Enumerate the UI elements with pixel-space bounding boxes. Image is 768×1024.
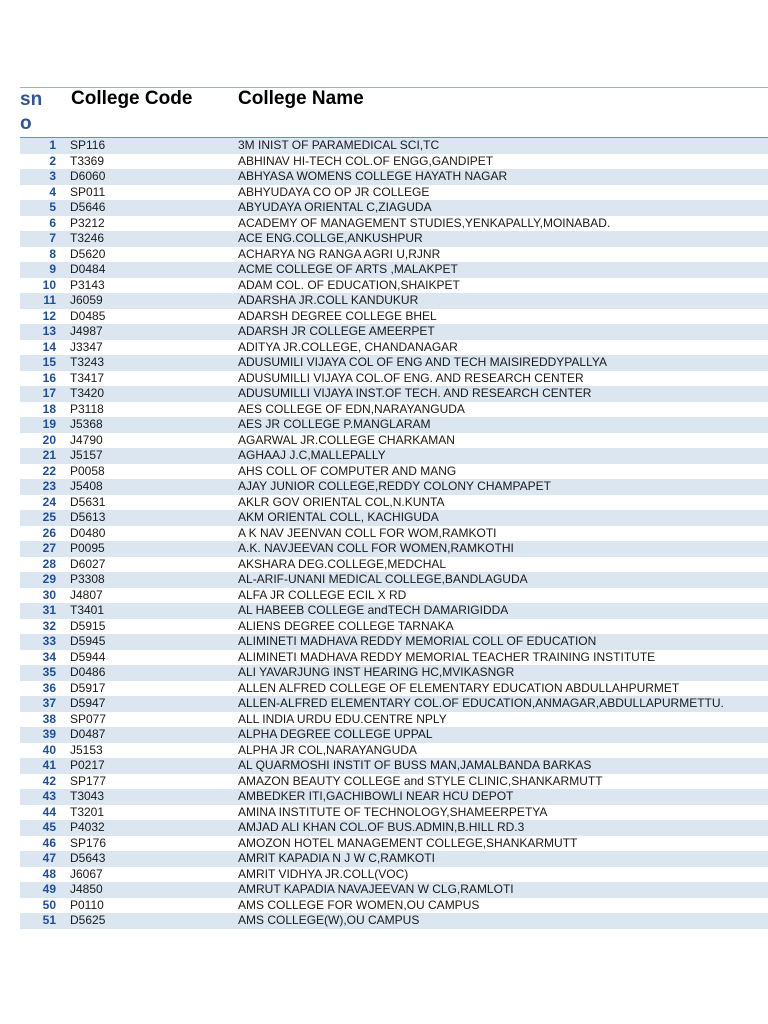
cell-college-code: J5408 bbox=[70, 479, 103, 493]
cell-college-code: P4032 bbox=[70, 820, 105, 834]
cell-sno: 38 bbox=[42, 711, 56, 726]
cell-college-code: J4987 bbox=[70, 324, 103, 338]
cell-college-code: J3347 bbox=[70, 339, 103, 354]
cell-college-name: 3M INIST OF PARAMEDICAL SCI,TC bbox=[238, 138, 440, 152]
cell-college-name: AMJAD ALI KHAN COL.OF BUS.ADMIN,B.HILL RD.3 bbox=[238, 820, 525, 834]
table-row bbox=[20, 402, 768, 418]
cell-college-code: T3243 bbox=[70, 355, 105, 369]
table-row bbox=[20, 789, 768, 805]
cell-college-code: J4850 bbox=[70, 882, 103, 896]
cell-sno: 21 bbox=[42, 448, 56, 462]
header-sno: sno bbox=[20, 89, 43, 134]
header-college-name: College Name bbox=[238, 88, 364, 109]
cell-college-code: D5915 bbox=[70, 618, 106, 633]
table-row bbox=[20, 619, 768, 635]
cell-college-code: D5631 bbox=[70, 494, 106, 509]
cell-college-code: T3246 bbox=[70, 231, 105, 245]
table-row bbox=[20, 712, 768, 728]
cell-college-code: D5944 bbox=[70, 649, 106, 664]
cell-sno: 11 bbox=[43, 293, 56, 307]
cell-college-name: AMINA INSTITUTE OF TECHNOLOGY,SHAMEERPETYA bbox=[238, 804, 548, 819]
cell-sno: 26 bbox=[42, 525, 56, 540]
cell-college-code: SP177 bbox=[70, 773, 107, 788]
cell-sno: 9 bbox=[49, 262, 56, 276]
cell-sno: 13 bbox=[42, 324, 56, 338]
table-row bbox=[20, 247, 768, 263]
cell-college-code: J4807 bbox=[70, 587, 103, 602]
cell-college-name: ADUSUMILLI VIJAYA COL.OF ENG. AND RESEARCH CENTER bbox=[238, 370, 584, 385]
cell-college-code: J5368 bbox=[70, 417, 103, 431]
cell-sno: 22 bbox=[42, 463, 56, 478]
table-row bbox=[20, 464, 768, 480]
cell-college-name: AMS COLLEGE FOR WOMEN,OU CAMPUS bbox=[238, 897, 480, 912]
cell-sno: 41 bbox=[42, 758, 56, 772]
cell-college-name: ACE ENG.COLLGE,ANKUSHPUR bbox=[238, 231, 423, 245]
cell-college-code: D6027 bbox=[70, 556, 106, 571]
cell-sno: 17 bbox=[42, 386, 56, 400]
cell-sno: 40 bbox=[42, 742, 56, 757]
cell-sno: 39 bbox=[42, 727, 56, 741]
header-college-code: College Code bbox=[71, 88, 193, 109]
cell-college-name: AMBEDKER ITI,GACHIBOWLI NEAR HCU DEPOT bbox=[238, 789, 514, 803]
cell-college-name: AHS COLL OF COMPUTER AND MANG bbox=[238, 463, 457, 478]
cell-sno: 34 bbox=[42, 649, 56, 664]
cell-college-name: ABHINAV HI-TECH COL.OF ENGG,GANDIPET bbox=[238, 153, 494, 168]
cell-college-name: AMS COLLEGE(W),OU CAMPUS bbox=[238, 913, 420, 927]
cell-college-name: ADARSHA JR.COLL KANDUKUR bbox=[238, 293, 419, 307]
cell-sno: 10 bbox=[42, 277, 56, 292]
cell-college-name: AMOZON HOTEL MANAGEMENT COLLEGE,SHANKARMUTT bbox=[238, 835, 578, 850]
cell-sno: 6 bbox=[49, 215, 56, 230]
cell-sno: 1 bbox=[49, 138, 56, 152]
cell-sno: 29 bbox=[42, 572, 56, 586]
cell-college-code: T3369 bbox=[70, 153, 105, 168]
cell-college-code: P3118 bbox=[70, 401, 104, 416]
cell-college-code: D5643 bbox=[70, 851, 106, 865]
cell-college-name: ACADEMY OF MANAGEMENT STUDIES,YENKAPALLY,MOINABAD. bbox=[238, 215, 611, 230]
table-row bbox=[20, 154, 768, 170]
cell-college-name: AMAZON BEAUTY COLLEGE and STYLE CLINIC,SHANKARMUTT bbox=[238, 773, 603, 788]
cell-college-code: P0058 bbox=[70, 463, 105, 478]
cell-college-code: T3417 bbox=[70, 370, 105, 385]
table-row bbox=[20, 185, 768, 201]
cell-college-name: AL HABEEB COLLEGE andTECH DAMARIGIDDA bbox=[238, 603, 509, 617]
table-row bbox=[20, 774, 768, 790]
cell-college-name: A K NAV JEENVAN COLL FOR WOM,RAMKOTI bbox=[238, 525, 497, 540]
table-row bbox=[20, 262, 768, 278]
cell-sno: 7 bbox=[49, 231, 56, 245]
cell-sno: 48 bbox=[42, 866, 56, 881]
cell-college-code: P3212 bbox=[70, 215, 105, 230]
table-row bbox=[20, 572, 768, 588]
table-row bbox=[20, 138, 768, 154]
cell-college-code: D0484 bbox=[70, 262, 106, 276]
cell-sno: 36 bbox=[42, 680, 56, 695]
cell-college-code: D5947 bbox=[70, 696, 106, 710]
cell-college-code: D5620 bbox=[70, 246, 106, 261]
table-row bbox=[20, 836, 768, 852]
cell-college-code: SP077 bbox=[70, 711, 107, 726]
table-row bbox=[20, 913, 768, 929]
cell-sno: 47 bbox=[42, 851, 56, 865]
cell-sno: 24 bbox=[42, 494, 56, 509]
cell-college-name: AES COLLEGE OF EDN,NARAYANGUDA bbox=[238, 401, 465, 416]
table-row bbox=[20, 743, 768, 759]
table-row bbox=[20, 293, 768, 309]
cell-college-name: AMRIT VIDHYA JR.COLL(VOC) bbox=[238, 866, 409, 881]
cell-sno: 46 bbox=[42, 835, 56, 850]
cell-sno: 8 bbox=[49, 246, 56, 261]
cell-college-name: ADUSUMILI VIJAYA COL OF ENG AND TECH MAISIREDDYPALLYA bbox=[238, 355, 607, 369]
table-row bbox=[20, 820, 768, 836]
cell-sno: 18 bbox=[42, 401, 56, 416]
cell-sno: 28 bbox=[42, 556, 56, 571]
table-row bbox=[20, 448, 768, 464]
cell-college-code: J6059 bbox=[70, 293, 103, 307]
college-table-body bbox=[20, 138, 768, 929]
cell-sno: 44 bbox=[42, 804, 56, 819]
table-row bbox=[20, 851, 768, 867]
cell-sno: 30 bbox=[42, 587, 56, 602]
table-row bbox=[20, 603, 768, 619]
cell-college-name: ALI YAVARJUNG INST HEARING HC,MVIKASNGR bbox=[238, 665, 515, 679]
table-row bbox=[20, 588, 768, 604]
cell-college-code: T3201 bbox=[70, 804, 105, 819]
cell-sno: 12 bbox=[42, 308, 56, 323]
cell-sno: 31 bbox=[42, 603, 56, 617]
cell-college-code: D5917 bbox=[70, 680, 106, 695]
cell-college-name: AMRIT KAPADIA N J W C,RAMKOTI bbox=[238, 851, 435, 865]
cell-college-code: T3401 bbox=[70, 603, 105, 617]
cell-college-name: ALL INDIA URDU EDU.CENTRE NPLY bbox=[238, 711, 447, 726]
table-row bbox=[20, 510, 768, 526]
cell-college-code: SP011 bbox=[70, 184, 106, 199]
cell-college-code: T3043 bbox=[70, 789, 105, 803]
table-row bbox=[20, 340, 768, 356]
cell-college-name: AMRUT KAPADIA NAVAJEEVAN W CLG,RAMLOTI bbox=[238, 882, 514, 896]
cell-college-code: J5153 bbox=[70, 742, 103, 757]
cell-sno: 5 bbox=[49, 200, 56, 214]
table-row bbox=[20, 309, 768, 325]
cell-college-name: ALIMINETI MADHAVA REDDY MEMORIAL TEACHER TRAINING INSTITUTE bbox=[238, 649, 656, 664]
table-row bbox=[20, 371, 768, 387]
cell-sno: 37 bbox=[42, 696, 56, 710]
cell-college-name: AL QUARMOSHI INSTIT OF BUSS MAN,JAMALBANDA BARKAS bbox=[238, 758, 592, 772]
cell-college-name: AGARWAL JR.COLLEGE CHARKAMAN bbox=[238, 432, 455, 447]
cell-college-name: ADARSH DEGREE COLLEGE BHEL bbox=[238, 308, 437, 323]
table-row bbox=[20, 898, 768, 914]
table-row bbox=[20, 665, 768, 681]
cell-sno: 49 bbox=[42, 882, 56, 896]
table-row bbox=[20, 200, 768, 216]
table-row bbox=[20, 169, 768, 185]
cell-college-name: ABHYUDAYA CO OP JR COLLEGE bbox=[238, 184, 430, 199]
cell-college-name: ALIENS DEGREE COLLEGE TARNAKA bbox=[238, 618, 454, 633]
cell-college-code: P3143 bbox=[70, 277, 105, 292]
table-row bbox=[20, 696, 768, 712]
cell-sno: 32 bbox=[42, 618, 56, 633]
cell-sno: 51 bbox=[42, 913, 56, 927]
cell-college-name: AGHAAJ J.C,MALLEPALLY bbox=[238, 448, 386, 462]
cell-college-name: ADAM COL. OF EDUCATION,SHAIKPET bbox=[238, 277, 460, 292]
cell-college-name: ABYUDAYA ORIENTAL C,ZIAGUDA bbox=[238, 200, 432, 214]
table-row bbox=[20, 526, 768, 542]
table-row bbox=[20, 805, 768, 821]
cell-college-code: D5625 bbox=[70, 913, 106, 927]
cell-college-name: ADUSUMILLI VIJAYA INST.OF TECH. AND RESEARCH CENTER bbox=[238, 386, 592, 400]
cell-college-code: D6060 bbox=[70, 169, 106, 183]
cell-college-name: ACME COLLEGE OF ARTS ,MALAKPET bbox=[238, 262, 458, 276]
cell-college-name: ALLEN ALFRED COLLEGE OF ELEMENTARY EDUCATION ABDULLAHPURMET bbox=[238, 680, 680, 695]
cell-college-code: J5157 bbox=[70, 448, 103, 462]
cell-college-code: P0095 bbox=[70, 541, 105, 555]
cell-college-code: SP176 bbox=[70, 835, 107, 850]
cell-sno: 42 bbox=[42, 773, 56, 788]
table-row bbox=[20, 433, 768, 449]
table-row bbox=[20, 386, 768, 402]
table-row bbox=[20, 324, 768, 340]
table-row bbox=[20, 278, 768, 294]
cell-sno: 4 bbox=[49, 184, 56, 199]
cell-college-name: AKM ORIENTAL COLL, KACHIGUDA bbox=[238, 510, 439, 524]
cell-college-code: J6067 bbox=[70, 866, 103, 881]
table-row bbox=[20, 727, 768, 743]
cell-college-name: ABHYASA WOMENS COLLEGE HAYATH NAGAR bbox=[238, 169, 508, 183]
cell-college-name: ACHARYA NG RANGA AGRI U,RJNR bbox=[238, 246, 441, 261]
table-row bbox=[20, 216, 768, 232]
cell-sno: 15 bbox=[42, 355, 56, 369]
table-row bbox=[20, 882, 768, 898]
cell-college-code: D0486 bbox=[70, 665, 106, 679]
cell-college-code: P0217 bbox=[70, 758, 105, 772]
cell-college-name: AL-ARIF-UNANI MEDICAL COLLEGE,BANDLAGUDA bbox=[238, 572, 528, 586]
table-row bbox=[20, 417, 768, 433]
cell-college-name: ADITYA JR.COLLEGE, CHANDANAGAR bbox=[238, 339, 458, 354]
cell-college-name: AES JR COLLEGE P.MANGLARAM bbox=[238, 417, 431, 431]
cell-sno: 2 bbox=[49, 153, 56, 168]
cell-sno: 20 bbox=[42, 432, 56, 447]
cell-college-name: ADARSH JR COLLEGE AMEERPET bbox=[238, 324, 435, 338]
table-row bbox=[20, 541, 768, 557]
table-row bbox=[20, 231, 768, 247]
cell-college-code: D5613 bbox=[70, 510, 106, 524]
table-row bbox=[20, 758, 768, 774]
cell-college-code: P0110 bbox=[70, 897, 104, 912]
cell-college-name: AKSHARA DEG.COLLEGE,MEDCHAL bbox=[238, 556, 447, 571]
cell-college-code: P3308 bbox=[70, 572, 105, 586]
cell-college-name: ALPHA JR COL,NARAYANGUDA bbox=[238, 742, 417, 757]
cell-college-name: ALLEN-ALFRED ELEMENTARY COL.OF EDUCATION,ANMAGAR,ABDULLAPURMETTU. bbox=[238, 696, 724, 710]
table-row bbox=[20, 479, 768, 495]
cell-college-name: ALPHA DEGREE COLLEGE UPPAL bbox=[238, 727, 433, 741]
table-row bbox=[20, 557, 768, 573]
cell-college-name: A.K. NAVJEEVAN COLL FOR WOMEN,RAMKOTHI bbox=[238, 541, 514, 555]
cell-sno: 3 bbox=[49, 169, 56, 183]
cell-college-code: D0487 bbox=[70, 727, 106, 741]
cell-college-code: D5646 bbox=[70, 200, 106, 214]
cell-sno: 25 bbox=[42, 510, 56, 524]
cell-college-code: D0480 bbox=[70, 525, 106, 540]
table-row bbox=[20, 681, 768, 697]
cell-college-name: ALFA JR COLLEGE ECIL X RD bbox=[238, 587, 407, 602]
cell-college-code: J4790 bbox=[70, 432, 103, 447]
cell-sno: 43 bbox=[42, 789, 56, 803]
cell-college-name: AJAY JUNIOR COLLEGE,REDDY COLONY CHAMPAPET bbox=[238, 479, 551, 493]
cell-sno: 14 bbox=[42, 339, 56, 354]
cell-college-code: SP116 bbox=[70, 138, 106, 152]
table-row bbox=[20, 867, 768, 883]
table-row bbox=[20, 650, 768, 666]
cell-sno: 19 bbox=[42, 417, 56, 431]
table-row bbox=[20, 634, 768, 650]
table-row bbox=[20, 355, 768, 371]
cell-college-code: T3420 bbox=[70, 386, 105, 400]
cell-sno: 27 bbox=[42, 541, 56, 555]
cell-college-code: D5945 bbox=[70, 634, 106, 648]
cell-college-name: ALIMINETI MADHAVA REDDY MEMORIAL COLL OF EDUCATION bbox=[238, 634, 597, 648]
cell-sno: 45 bbox=[42, 820, 56, 834]
table-row bbox=[20, 495, 768, 511]
cell-college-code: D0485 bbox=[70, 308, 106, 323]
cell-sno: 23 bbox=[42, 479, 56, 493]
cell-sno: 50 bbox=[42, 897, 56, 912]
cell-sno: 35 bbox=[42, 665, 56, 679]
cell-sno: 16 bbox=[42, 370, 56, 385]
cell-college-name: AKLR GOV ORIENTAL COL,N.KUNTA bbox=[238, 494, 445, 509]
cell-sno: 33 bbox=[42, 634, 56, 648]
